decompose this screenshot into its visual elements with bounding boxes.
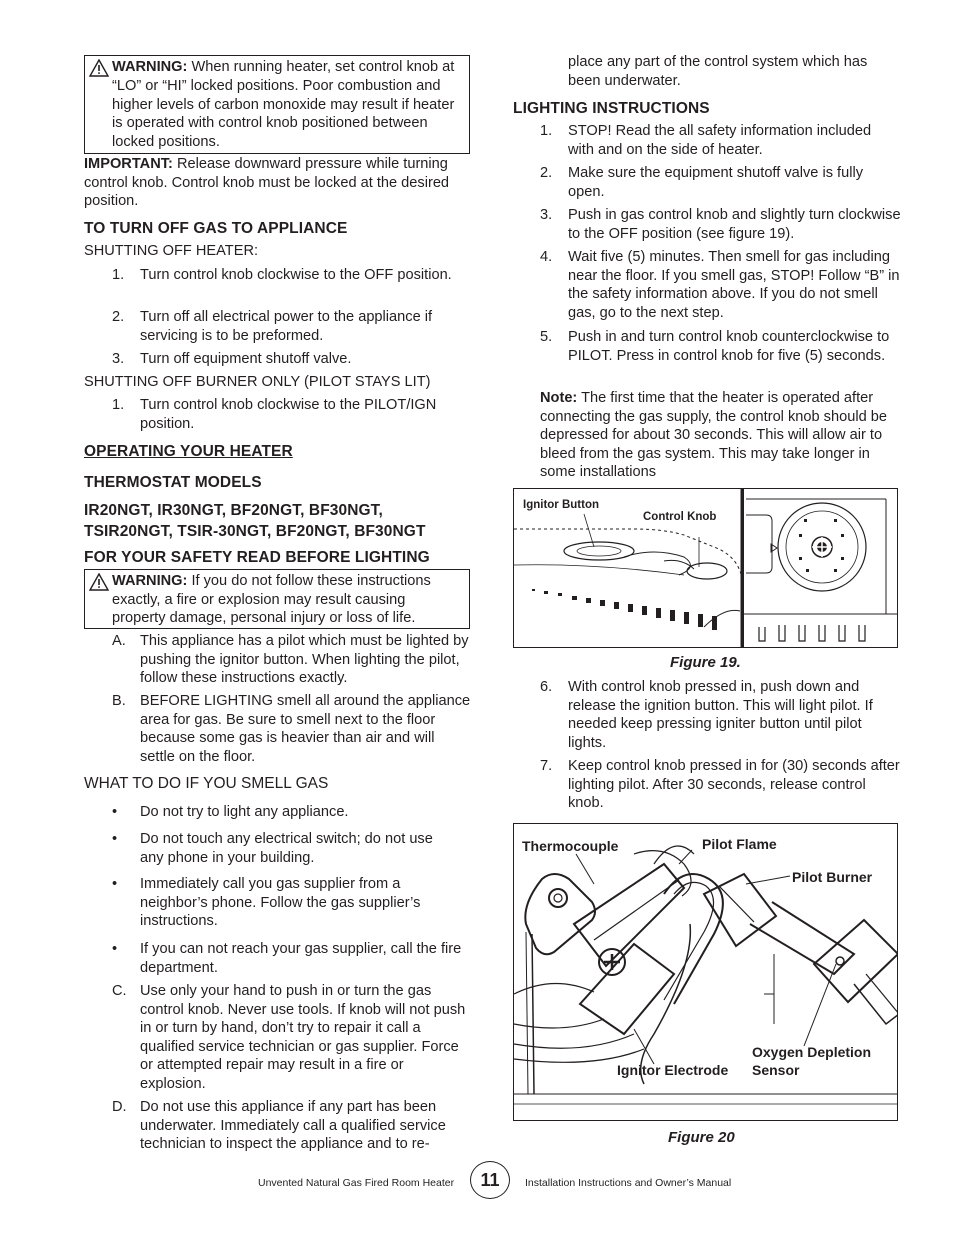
step-number: 5. (540, 329, 553, 345)
bullet-icon: • (112, 876, 118, 892)
warning-label: WARNING: (112, 59, 188, 75)
ignitor-button-label: Ignitor Button (523, 499, 600, 511)
step-text: Turn control knob clockwise to the OFF position. (140, 267, 452, 283)
step-text: Turn off all electrical power to the appliance if servicing is to be preformed. (140, 309, 433, 344)
item-letter: D. (112, 1099, 127, 1115)
item-text: Do not use this appliance if any part has been underwater. Immediately call a qualified service technician to inspect the appliance and to re- (140, 1099, 446, 1153)
step-number: 1. (112, 397, 125, 413)
warning-triangle-icon (89, 59, 109, 77)
figure-20-caption: Figure 20 (668, 1129, 735, 1146)
footer-right-title: Installation Instructions and Owner’s Manual (525, 1177, 732, 1189)
step-text: With control knob pressed in, push down and release the ignition button. This will light pilot. If needed keep pressing igniter button until pilot lights. (568, 679, 873, 751)
bullet-icon: • (112, 831, 118, 847)
warning-box-safety (84, 569, 470, 629)
warning-triangle-icon (89, 573, 109, 591)
continued-text: place any part of the control system which has been underwater. (568, 54, 868, 89)
turn-off-gas-heading: TO TURN OFF GAS TO APPLIANCE (84, 220, 348, 237)
item-letter: B. (112, 693, 126, 709)
step-text: Wait five (5) minutes. Then smell for gas including near the floor. If you smell gas, STOP! Follow “B” in the safety information above. If you do not smell gas, go to the next step. (568, 249, 900, 321)
important-note (84, 155, 464, 211)
step-number: 3. (540, 207, 553, 223)
bullet-icon: • (112, 941, 118, 957)
step-number: 7. (540, 758, 553, 774)
step-text: Turn control knob clockwise to the PILOT/IGN position. (140, 397, 437, 432)
ignitor-electrode-label: Ignitor Electrode (617, 1062, 729, 1078)
smell-gas-heading: WHAT TO DO IF YOU SMELL GAS (84, 775, 329, 792)
pilot-burner-label: Pilot Burner (792, 869, 873, 885)
note-text: The first time that the heater is operated after connecting the gas supply, the control knob should be depressed for about 30 seconds. This will allow air to bleed from the gas system. This may take longer in some installations (540, 390, 887, 481)
warning-text: When running heater, set control knob at “LO” or “HI” locked positions. Poor combustion and higher levels of carbon monoxide may result if heater is operated with control knob positioned between locked positions. (112, 59, 455, 151)
important-text: Release downward pressure while turning control knob. Control knob must be locked at the desired position. (84, 156, 450, 210)
control-knob-label: Control Knob (643, 511, 717, 523)
step-text: Make sure the equipment shutoff valve is fully open. (568, 165, 864, 200)
important-label: IMPORTANT: (84, 156, 173, 172)
item-text: This appliance has a pilot which must be lighted by pushing the ignitor button. When lighting the pilot, follow these instructions exactly. (140, 633, 469, 687)
step-text: Push in gas control knob and slightly turn clockwise to the OFF position (see figure 19). (568, 207, 901, 242)
figure-20-image (513, 823, 898, 1121)
step-number: 2. (112, 309, 125, 325)
step-text: Turn off equipment shutoff valve. (140, 351, 352, 367)
step-number: 1. (540, 123, 553, 139)
figure-19-image (513, 488, 898, 648)
warning-label: WARNING: (112, 573, 188, 589)
step-number: 6. (540, 679, 553, 695)
step-number: 4. (540, 249, 553, 265)
ods-label-line2: Sensor (752, 1062, 800, 1078)
warning-box-control-knob (84, 55, 470, 154)
bullet-text: Do not touch any electrical switch; do not use any phone in your building. (140, 831, 433, 866)
thermostat-models-heading: THERMOSTAT MODELS (84, 474, 262, 491)
bullet-text: Immediately call you gas supplier from a neighbor’s phone. Follow the gas supplier’s instructions. (140, 876, 421, 930)
step-number: 2. (540, 165, 553, 181)
operating-heater-heading: OPERATING YOUR HEATER (84, 443, 293, 460)
figure-19-caption: Figure 19. (670, 654, 741, 671)
shutting-off-heater-label: SHUTTING OFF HEATER: (84, 243, 259, 259)
pilot-flame-label: Pilot Flame (702, 836, 777, 852)
thermocouple-label: Thermocouple (522, 838, 619, 854)
warning-text: If you do not follow these instructions exactly, a fire or explosion may result causing property damage, personal injury or loss of life. (112, 573, 431, 627)
step-number: 3. (112, 351, 125, 367)
shutting-off-burner-label: SHUTTING OFF BURNER ONLY (PILOT STAYS LIT) (84, 374, 431, 390)
step-text: Push in and turn control knob counterclockwise to PILOT. Press in control knob for five (5) seconds. (568, 329, 890, 364)
note-label: Note: (540, 390, 578, 406)
bullet-text: If you can not reach your gas supplier, call the fire department. (140, 941, 462, 976)
step-text: Keep control knob pressed in for (30) seconds after lighting pilot. After 30 seconds, release control knob. (568, 758, 900, 812)
footer-left-title: Unvented Natural Gas Fired Room Heater (258, 1177, 455, 1189)
bullet-icon: • (112, 804, 118, 820)
item-text: BEFORE LIGHTING smell all around the appliance area for gas. Be sure to smell next to the floor because some gas is heavier than air and will settle on the floor. (140, 693, 471, 765)
models-heading: IR20NGT, IR30NGT, BF20NGT, BF30NGT, TSIR20NGT, TSIR-30NGT, BF20NGT, BF30NGT (84, 502, 426, 540)
step-text: STOP! Read the all safety information included with and on the side of heater. (568, 123, 872, 158)
item-letter: A. (112, 633, 126, 649)
item-text: Use only your hand to push in or turn the gas control knob. Never use tools. If knob will not push in or turn by hand, don’t try to repair it call a qualified service technician or gas supplier. Force or attempted repair may result in a fire or explosion. (140, 983, 466, 1092)
item-letter: C. (112, 983, 127, 999)
lighting-instructions-heading: LIGHTING INSTRUCTIONS (513, 100, 710, 117)
page-number: 11 (470, 1161, 510, 1199)
ods-label-line1: Oxygen Depletion (752, 1044, 872, 1060)
bullet-text: Do not try to light any appliance. (140, 804, 349, 820)
bleed-note (540, 389, 902, 482)
step-number: 1. (112, 267, 125, 283)
safety-heading: FOR YOUR SAFETY READ BEFORE LIGHTING (84, 549, 430, 566)
